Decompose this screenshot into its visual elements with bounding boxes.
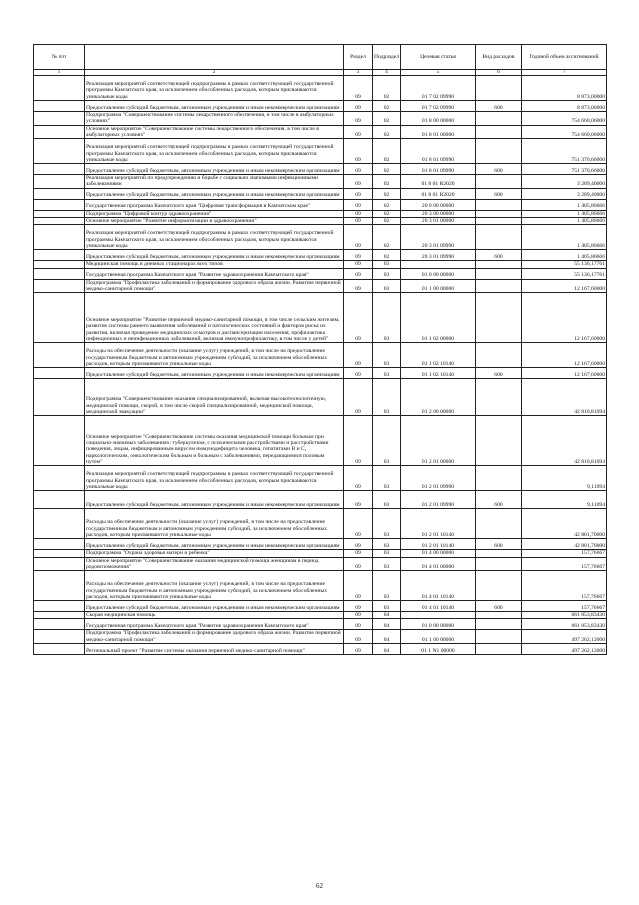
cell-name: Расходы на обеспечение деятельности (оказание услуг) учреждений, в том числе на предоставление государственным бюджетным и автономным учреждениям субсидий, за исключением обособленных расходов, которым присваиваются уникальные коды — [85, 571, 344, 601]
cell-target-article: 01 8 01 09990 — [401, 139, 476, 164]
table-row — [34, 225, 607, 250]
header-target: Целевая статья — [401, 45, 476, 70]
cell-num — [34, 491, 85, 509]
cell-num — [34, 250, 85, 261]
cell-amount: 1 405,86666 — [522, 250, 607, 261]
cell-num — [34, 630, 85, 644]
cell-num — [34, 112, 85, 126]
cell-amount: 8 873,00000 — [522, 101, 607, 112]
cell-expense-type: 600 — [476, 491, 522, 509]
cell-expense-type: 600 — [476, 164, 522, 175]
cell-target-article: 01 4 01 10140 — [401, 571, 476, 601]
cell-podrazdel: 03 — [373, 279, 401, 293]
cell-expense-type — [476, 125, 522, 139]
cell-podrazdel: 02 — [373, 225, 401, 250]
table-row — [34, 139, 607, 164]
cell-amount: 1 405,86666 — [522, 210, 607, 217]
cell-expense-type: 600 — [476, 601, 522, 612]
cell-num — [34, 125, 85, 139]
cell-razdel: 09 — [344, 139, 373, 164]
cell-razdel: 09 — [344, 612, 373, 619]
cell-razdel: 09 — [344, 188, 373, 199]
cell-num — [34, 571, 85, 601]
table-row — [34, 261, 607, 268]
cell-podrazdel: 02 — [373, 101, 401, 112]
cell-num — [34, 416, 85, 466]
cell-name: Предоставление субсидий бюджетным, автономным учреждениям и иным некоммерческим организациям — [85, 368, 344, 379]
cell-expense-type: 600 — [476, 250, 522, 261]
cell-target-article — [401, 261, 476, 268]
cell-name: Реализация мероприятий соответствующей подпрограммы в рамках соответствующей государственной программы Камчатского края, за исключением обособленных расходов, которым присваиваются уникальные коды — [85, 466, 344, 491]
cell-amount: 3 289,40000 — [522, 175, 607, 189]
cell-razdel: 09 — [344, 368, 373, 379]
cell-amount: 754 660,06000 — [522, 125, 607, 139]
cell-podrazdel: 03 — [373, 557, 401, 571]
cell-name: Медицинская помощь в дневных стационарах всех типов — [85, 261, 344, 268]
table-row — [34, 539, 607, 550]
cell-num — [34, 175, 85, 189]
cell-num — [34, 293, 85, 343]
cell-target-article: 01 2 00 00000 — [401, 379, 476, 416]
header-num: № п/п — [34, 45, 85, 70]
cell-expense-type: 600 — [476, 368, 522, 379]
cell-podrazdel: 04 — [373, 644, 401, 655]
cell-razdel: 09 — [344, 466, 373, 491]
cell-num — [34, 619, 85, 630]
cell-razdel: 09 — [344, 218, 373, 225]
cell-razdel: 09 — [344, 76, 373, 101]
cell-name: Реализация мероприятий соответствующей подпрограммы в рамках соответствующей государственной программы Камчатского края, за исключением обособленных расходов, которым присваиваются уникальные коды — [85, 76, 344, 101]
table-row — [34, 601, 607, 612]
cell-podrazdel: 03 — [373, 601, 401, 612]
index-cell: 5 — [401, 70, 476, 76]
table-row — [34, 293, 607, 343]
cell-name: Подпрограмма "Совершенствование системы лекарственного обеспечения, в том числе в амбулаторных условиях" — [85, 112, 344, 126]
cell-name: Расходы на обеспечение деятельности (оказание услуг) учреждений, в том числе на предоставление государственным бюджетным и автономным учреждениям субсидий, за исключением обособленных расходов, которым присваиваются уникальные коды — [85, 509, 344, 539]
cell-podrazdel: 02 — [373, 199, 401, 210]
cell-expense-type — [476, 630, 522, 644]
cell-target-article: 01 1 02 10140 — [401, 343, 476, 368]
cell-razdel: 09 — [344, 550, 373, 557]
header-name — [85, 45, 344, 70]
cell-target-article: 20 0 00 00000 — [401, 199, 476, 210]
cell-target-article: 01 1 02 10140 — [401, 368, 476, 379]
table-row — [34, 644, 607, 655]
cell-podrazdel: 03 — [373, 539, 401, 550]
cell-amount: 751 370,66000 — [522, 164, 607, 175]
cell-target-article: 01 8 00 00000 — [401, 112, 476, 126]
table-row — [34, 630, 607, 644]
cell-num — [34, 539, 85, 550]
cell-podrazdel: 04 — [373, 630, 401, 644]
cell-expense-type — [476, 379, 522, 416]
cell-amount: 12 167,60000 — [522, 343, 607, 368]
cell-amount: 497 262,12000 — [522, 644, 607, 655]
cell-num — [34, 466, 85, 491]
cell-name: Реализация мероприятий по предупреждению и борьбе с социально значимыми инфекционными заболеваниями — [85, 175, 344, 189]
cell-razdel: 09 — [344, 379, 373, 416]
cell-target-article: 01 2 01 09990 — [401, 466, 476, 491]
cell-razdel: 09 — [344, 509, 373, 539]
cell-name: Подпрограмма "Профилактика заболеваний и формирование здорового образа жизни. Развитие первичной медико-санитарной помощи" — [85, 630, 344, 644]
cell-num — [34, 509, 85, 539]
index-cell: 1 — [34, 70, 85, 76]
cell-razdel: 09 — [344, 101, 373, 112]
cell-name: Расходы на обеспечение деятельности (оказание услуг) учреждений, в том числе на предоставление государственным бюджетным и автономным учреждениям субсидий, за исключением обособленных расходов, которым присваиваются уникальные коды — [85, 343, 344, 368]
cell-expense-type — [476, 175, 522, 189]
table-row — [34, 466, 607, 491]
cell-expense-type — [476, 343, 522, 368]
cell-expense-type: 600 — [476, 188, 522, 199]
table-row — [34, 268, 607, 279]
cell-razdel: 09 — [344, 644, 373, 655]
cell-num — [34, 550, 85, 557]
cell-target-article: 01 4 01 00000 — [401, 557, 476, 571]
cell-name: Государственная программа Камчатского края "Развитие здравоохранения Камчатского края" — [85, 619, 344, 630]
cell-amount: 42 810,81094 — [522, 379, 607, 416]
cell-name: Государственная программа Камчатского края "Цифровая трансформация в Камчатском крае" — [85, 199, 344, 210]
page-number: 62 — [316, 882, 323, 890]
cell-razdel: 09 — [344, 210, 373, 217]
table-row — [34, 612, 607, 619]
cell-expense-type — [476, 466, 522, 491]
cell-razdel: 09 — [344, 250, 373, 261]
cell-target-article: 20 3 01 09990 — [401, 225, 476, 250]
cell-razdel: 09 — [344, 630, 373, 644]
cell-razdel: 09 — [344, 125, 373, 139]
cell-amount: 9,11094 — [522, 491, 607, 509]
table-row — [34, 199, 607, 210]
cell-expense-type — [476, 509, 522, 539]
cell-expense-type: 600 — [476, 101, 522, 112]
index-cell: 4 — [373, 70, 401, 76]
cell-podrazdel: 02 — [373, 188, 401, 199]
table-row — [34, 571, 607, 601]
table-row — [34, 188, 607, 199]
cell-expense-type — [476, 112, 522, 126]
cell-name: Реализация мероприятий соответствующей подпрограммы в рамках соответствующей государственной программы Камчатского края, за исключением обособленных расходов, которым присваиваются уникальные коды — [85, 139, 344, 164]
cell-target-article: 01 2 01 10140 — [401, 509, 476, 539]
cell-num — [34, 199, 85, 210]
cell-name: Предоставление субсидий бюджетным, автономным учреждениям и иным некоммерческим организациям — [85, 164, 344, 175]
cell-razdel: 09 — [344, 416, 373, 466]
index-cell: 3 — [344, 70, 373, 76]
cell-expense-type — [476, 76, 522, 101]
cell-expense-type — [476, 557, 522, 571]
budget-table — [33, 44, 607, 655]
cell-target-article: 01 8 01 R2020 — [401, 188, 476, 199]
cell-amount: 9,11094 — [522, 466, 607, 491]
cell-razdel: 09 — [344, 199, 373, 210]
cell-target-article: 01 1 N1 00000 — [401, 644, 476, 655]
cell-target-article: 01 8 01 R2020 — [401, 175, 476, 189]
cell-num — [34, 601, 85, 612]
cell-razdel: 09 — [344, 225, 373, 250]
cell-expense-type — [476, 619, 522, 630]
cell-razdel: 09 — [344, 279, 373, 293]
cell-name: Предоставление субсидий бюджетным, автономным учреждениям и иным некоммерческим организациям — [85, 491, 344, 509]
cell-amount: 3 289,40000 — [522, 188, 607, 199]
cell-amount: 157,76667 — [522, 571, 607, 601]
cell-amount: 12 167,60000 — [522, 293, 607, 343]
cell-podrazdel: 02 — [373, 210, 401, 217]
cell-num — [34, 644, 85, 655]
cell-num — [34, 210, 85, 217]
cell-name: Предоставление субсидий бюджетным, автономным учреждениям и иным некоммерческим организациям — [85, 601, 344, 612]
cell-podrazdel: 03 — [373, 416, 401, 466]
cell-num — [34, 379, 85, 416]
table-row — [34, 218, 607, 225]
header-amount: Годовой объем ассигнований — [522, 45, 607, 70]
cell-amount: 157,76667 — [522, 557, 607, 571]
table-row — [34, 210, 607, 217]
cell-name: Государственная программа Камчатского края "Развитие здравоохранения Камчатского края" — [85, 268, 344, 279]
cell-name: Подпрограмма "Цифровой контур здравоохранения" — [85, 210, 344, 217]
cell-target-article: 20 3 00 00000 — [401, 210, 476, 217]
cell-name: Подпрограмма "Профилактика заболеваний и формирование здорового образа жизни. Развитие первичной медико-санитарной помощи" — [85, 279, 344, 293]
cell-target-article: 01 1 00 00000 — [401, 630, 476, 644]
cell-podrazdel: 03 — [373, 509, 401, 539]
cell-amount: 1 405,86666 — [522, 225, 607, 250]
cell-name: Основное мероприятие "Совершенствование системы лекарственного обеспечения, в том числе в амбулаторных условиях" — [85, 125, 344, 139]
cell-expense-type — [476, 199, 522, 210]
cell-podrazdel: 02 — [373, 139, 401, 164]
table-body — [34, 76, 607, 655]
cell-amount: 497 262,12000 — [522, 630, 607, 644]
cell-name: Основное мероприятие "Совершенствование системы оказания медицинской помощи больным при социально-значимых заболеваниях: туберкулезом, с психическими расстройствами и расстройствами поведения, лицам, инфицированным вирусом иммунодефицита человека, гепатитами В и С, наркологическим, онкологическим больным и больным с заболеваниями, передающимися половым путем" — [85, 416, 344, 466]
cell-podrazdel: 02 — [373, 175, 401, 189]
cell-razdel: 09 — [344, 539, 373, 550]
cell-podrazdel: 02 — [373, 112, 401, 126]
cell-amount: 42 801,70000 — [522, 539, 607, 550]
cell-amount: 42 810,81094 — [522, 416, 607, 466]
index-cell: 6 — [476, 70, 522, 76]
cell-razdel: 09 — [344, 268, 373, 279]
table-row — [34, 125, 607, 139]
cell-target-article: 01 7 02 09990 — [401, 76, 476, 101]
cell-expense-type — [476, 139, 522, 164]
cell-name: Скорая медицинская помощь — [85, 612, 344, 619]
cell-podrazdel: 03 — [373, 491, 401, 509]
cell-amount: 12 167,60000 — [522, 279, 607, 293]
cell-amount: 1 405,86666 — [522, 218, 607, 225]
cell-expense-type — [476, 644, 522, 655]
cell-podrazdel: 03 — [373, 268, 401, 279]
cell-expense-type — [476, 210, 522, 217]
cell-razdel: 09 — [344, 293, 373, 343]
table-row — [34, 491, 607, 509]
cell-expense-type — [476, 268, 522, 279]
cell-expense-type — [476, 571, 522, 601]
cell-target-article: 01 8 01 00000 — [401, 125, 476, 139]
table-row — [34, 343, 607, 368]
cell-name: Основное мероприятие "Развитие информатизации в здравоохранении" — [85, 218, 344, 225]
cell-name: Основное мероприятие "Развитие первичной медико-санитарной помощи, в том числе сельским жителям, развитие системы раннего выявления заболеваний и патологических состояний и факторов риска их развития, включая проведение медицинских осмотров и диспансеризации населения, профилактика инфекционных и неинфекционных заболеваний, включая иммунопрофилактику, в том числе у детей" — [85, 293, 344, 343]
cell-podrazdel: 03 — [373, 261, 401, 268]
cell-num — [34, 139, 85, 164]
cell-num — [34, 612, 85, 619]
table-row — [34, 279, 607, 293]
cell-num — [34, 268, 85, 279]
cell-name: Региональный проект "Развитие системы оказания первичной медико-санитарной помощи" — [85, 644, 344, 655]
index-cell: 2 — [85, 70, 344, 76]
table-row — [34, 175, 607, 189]
cell-podrazdel: 02 — [373, 218, 401, 225]
cell-expense-type — [476, 550, 522, 557]
cell-amount: 42 801,70000 — [522, 509, 607, 539]
cell-razdel: 09 — [344, 164, 373, 175]
cell-razdel: 09 — [344, 601, 373, 612]
cell-razdel: 09 — [344, 571, 373, 601]
header-razdel: Раздел — [344, 45, 373, 70]
cell-podrazdel: 02 — [373, 250, 401, 261]
cell-amount: 661 853,83430 — [522, 612, 607, 619]
table-row — [34, 619, 607, 630]
cell-target-article: 01 2 01 10140 — [401, 539, 476, 550]
cell-expense-type — [476, 218, 522, 225]
table-header-row — [34, 45, 607, 70]
table-row — [34, 557, 607, 571]
cell-razdel: 09 — [344, 175, 373, 189]
cell-podrazdel: 03 — [373, 466, 401, 491]
cell-name: Основное мероприятие "Совершенствование оказания медицинской помощи женщинам в период родовспоможения" — [85, 557, 344, 571]
table-row — [34, 368, 607, 379]
cell-expense-type — [476, 612, 522, 619]
header-expense-type: Вид расходов — [476, 45, 522, 70]
cell-podrazdel: 03 — [373, 368, 401, 379]
cell-name: Реализация мероприятий соответствующей подпрограммы в рамках соответствующей государственной программы Камчатского края, за исключением обособленных расходов, которым присваиваются уникальные коды — [85, 225, 344, 250]
header-podrazdel: Подраздел — [373, 45, 401, 70]
cell-podrazdel: 04 — [373, 619, 401, 630]
cell-target-article: 20 3 01 09990 — [401, 250, 476, 261]
cell-name: Подпрограмма "Совершенствование оказания специализированной, включая высокотехнологичную, медицинской помощи, скорой, в том числе скорой специализированной, медицинской помощи, медицинской эвакуации" — [85, 379, 344, 416]
cell-podrazdel: 02 — [373, 125, 401, 139]
cell-podrazdel: 02 — [373, 76, 401, 101]
cell-amount: 157,76667 — [522, 601, 607, 612]
cell-podrazdel: 02 — [373, 164, 401, 175]
cell-num — [34, 225, 85, 250]
table-row — [34, 101, 607, 112]
cell-razdel: 09 — [344, 491, 373, 509]
cell-name: Предоставление субсидий бюджетным, автономным учреждениям и иным некоммерческим организациям — [85, 101, 344, 112]
cell-podrazdel: 03 — [373, 343, 401, 368]
table-row — [34, 509, 607, 539]
cell-num — [34, 76, 85, 101]
table-row — [34, 250, 607, 261]
cell-amount: 751 370,66000 — [522, 139, 607, 164]
cell-num — [34, 164, 85, 175]
table-row — [34, 164, 607, 175]
cell-target-article: 01 0 00 00000 — [401, 268, 476, 279]
cell-amount: 661 853,83430 — [522, 619, 607, 630]
cell-num — [34, 279, 85, 293]
cell-num — [34, 261, 85, 268]
cell-expense-type — [476, 279, 522, 293]
cell-amount: 55 136,17761 — [522, 268, 607, 279]
cell-expense-type — [476, 293, 522, 343]
table-row — [34, 379, 607, 416]
table-row — [34, 112, 607, 126]
cell-podrazdel: 03 — [373, 379, 401, 416]
cell-podrazdel: 03 — [373, 550, 401, 557]
cell-num — [34, 218, 85, 225]
cell-name: Предоставление субсидий бюджетным, автономным учреждениям и иным некоммерческим организациям — [85, 250, 344, 261]
cell-name: Предоставление субсидий бюджетным, автономным учреждениям и иным некоммерческим организациям — [85, 188, 344, 199]
cell-amount: 12 167,60000 — [522, 368, 607, 379]
cell-razdel: 09 — [344, 112, 373, 126]
cell-target-article: 01 0 00 00000 — [401, 619, 476, 630]
cell-target-article: 01 4 00 00000 — [401, 550, 476, 557]
cell-razdel: 09 — [344, 557, 373, 571]
cell-amount: 55 136,17761 — [522, 261, 607, 268]
cell-expense-type — [476, 416, 522, 466]
cell-target-article: 01 2 01 00000 — [401, 416, 476, 466]
cell-num — [34, 101, 85, 112]
cell-target-article: 01 4 01 10140 — [401, 601, 476, 612]
cell-podrazdel: 03 — [373, 571, 401, 601]
cell-amount: 1 405,86666 — [522, 199, 607, 210]
cell-razdel: 09 — [344, 261, 373, 268]
table-row — [34, 76, 607, 101]
cell-amount: 157,76667 — [522, 550, 607, 557]
table-row — [34, 416, 607, 466]
cell-num — [34, 368, 85, 379]
cell-num — [34, 188, 85, 199]
cell-target-article: 01 7 02 09990 — [401, 101, 476, 112]
cell-name: Подпрограмма "Охрана здоровья матери и ребенка" — [85, 550, 344, 557]
cell-podrazdel: 03 — [373, 293, 401, 343]
cell-amount: 754 660,06000 — [522, 112, 607, 126]
cell-target-article: 01 1 02 00000 — [401, 293, 476, 343]
cell-name: Предоставление субсидий бюджетным, автономным учреждениям и иным некоммерческим организациям — [85, 539, 344, 550]
cell-num — [34, 343, 85, 368]
cell-target-article: 01 8 01 09990 — [401, 164, 476, 175]
cell-expense-type — [476, 261, 522, 268]
cell-target-article: 01 2 01 09990 — [401, 491, 476, 509]
cell-podrazdel: 04 — [373, 612, 401, 619]
cell-expense-type: 600 — [476, 539, 522, 550]
cell-expense-type — [476, 225, 522, 250]
cell-target-article: 20 3 01 00000 — [401, 218, 476, 225]
cell-razdel: 09 — [344, 619, 373, 630]
cell-num — [34, 557, 85, 571]
table-row — [34, 550, 607, 557]
cell-razdel: 09 — [344, 343, 373, 368]
budget-table-page — [33, 44, 606, 655]
index-cell: 7 — [522, 70, 607, 76]
cell-target-article — [401, 612, 476, 619]
cell-amount: 8 873,00000 — [522, 76, 607, 101]
cell-target-article: 01 1 00 00000 — [401, 279, 476, 293]
